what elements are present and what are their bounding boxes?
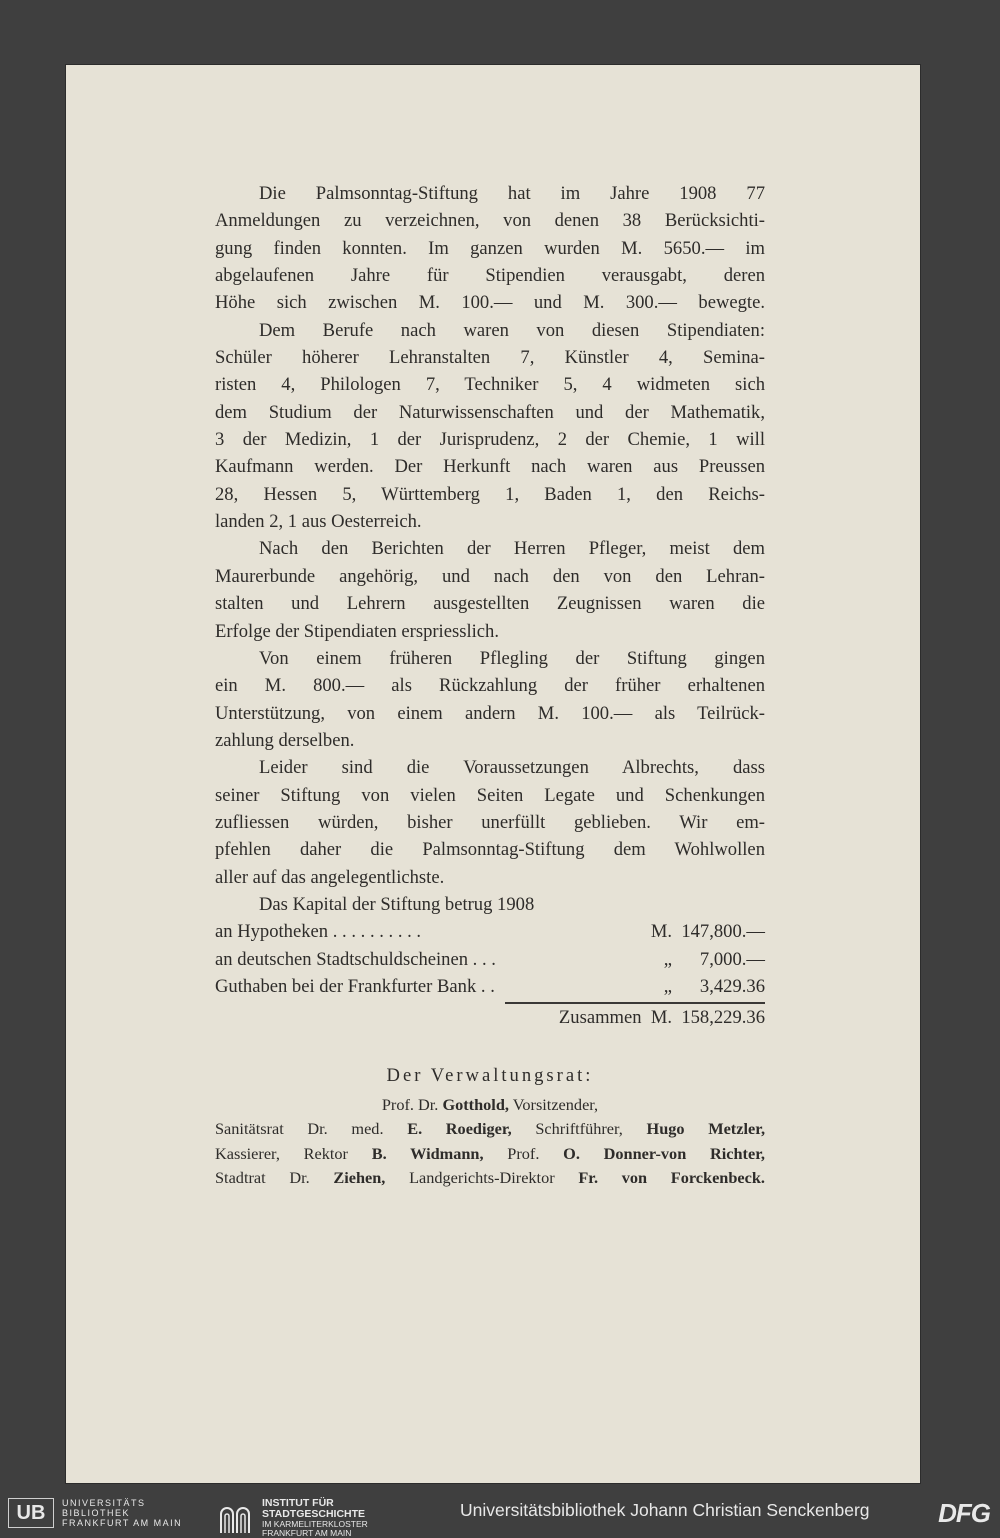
capital-row bbox=[215, 946, 765, 973]
paragraph-5 bbox=[215, 754, 765, 891]
text-line: Die Palmsonntag-Stiftung hat im Jahre 1908 77 bbox=[259, 183, 765, 204]
leader-dots: . . . bbox=[472, 948, 496, 970]
isg-line: INSTITUT FÜR bbox=[262, 1497, 334, 1509]
text-line: Dem Berufe nach waren von diesen Stipendiaten: bbox=[259, 319, 765, 341]
text-line: risten 4, Philologen 7, Techniker 5, 4 widmeten sich bbox=[215, 374, 765, 396]
text-line: Leider sind die Voraussetzungen Albrechts, dass bbox=[259, 757, 765, 779]
text-line: ein M. 800.— als Rückzahlung der früher erhaltenen bbox=[215, 675, 765, 697]
capital-label: Guthaben bei der Frankfurter Bank bbox=[215, 975, 477, 997]
text-line: stalten und Lehrern ausgestellten Zeugnissen waren die bbox=[215, 593, 765, 615]
ub-text bbox=[62, 1498, 182, 1528]
board-text: Prof. Dr. bbox=[381, 1095, 443, 1114]
board-name: Ziehen, bbox=[333, 1168, 386, 1188]
library-name: Universitätsbibliothek Johann Christian Senckenberg bbox=[460, 1500, 870, 1520]
capital-table bbox=[215, 918, 765, 1031]
ub-line: UNIVERSITÄTS bbox=[62, 1498, 146, 1508]
ub-line: FRANKFURT AM MAIN bbox=[62, 1518, 183, 1528]
capital-value: 7,000.— bbox=[699, 948, 765, 970]
text-line: Nach den Berichten der Herren Pfleger, meist dem bbox=[259, 538, 765, 560]
arches-icon bbox=[218, 1502, 254, 1534]
paragraph-2 bbox=[215, 317, 765, 536]
text-line: Kaufmann werden. Der Herkunft nach waren aus Preussen bbox=[215, 456, 765, 478]
total-currency: M. bbox=[650, 1007, 673, 1029]
board-line bbox=[215, 1117, 765, 1141]
capital-currency: M. bbox=[650, 921, 673, 943]
capital-intro bbox=[215, 891, 765, 918]
text-line: Unterstützung, von einem andern M. 100.— als Teilrück- bbox=[215, 702, 765, 724]
text-line: landen 2, 1 aus Oesterreich. bbox=[215, 511, 422, 533]
dfg-logo[interactable]: DFG bbox=[938, 1498, 990, 1528]
board-name: Fr. von Forckenbeck. bbox=[578, 1168, 765, 1188]
text-line: Höhe sich zwischen M. 100.— und M. 300.— bewegte. bbox=[215, 292, 765, 314]
capital-currency: „ bbox=[663, 948, 673, 970]
board-text: Sanitätsrat Dr. med. bbox=[215, 1119, 408, 1139]
board-text: Schriftführer, bbox=[511, 1119, 647, 1139]
text-line: pfehlen daher die Palmsonntag-Stiftung dem Wohlwollen bbox=[215, 839, 765, 861]
text-line: Erfolge der Stipendiaten erspriesslich. bbox=[215, 620, 499, 642]
page-text bbox=[215, 180, 765, 1191]
text-line: Maurerbunde angehörig, und nach den von den Lehran- bbox=[215, 565, 765, 587]
text-line: zufliessen würden, bisher unerfüllt geblieben. Wir em- bbox=[215, 811, 765, 833]
capital-row bbox=[215, 918, 765, 945]
total-value: 158,229.36 bbox=[681, 1007, 765, 1029]
text-line: seiner Stiftung von vielen Seiten Legate und Schenkungen bbox=[215, 784, 765, 806]
text-line: 3 der Medizin, 1 der Jurisprudenz, 2 der Chemie, 1 will bbox=[215, 429, 765, 451]
paragraph-4 bbox=[215, 645, 765, 754]
board-name: Hugo Metzler, bbox=[646, 1119, 766, 1139]
board-line bbox=[215, 1166, 765, 1190]
isg-text bbox=[262, 1498, 368, 1538]
board-name: O. Donner-von Richter, bbox=[563, 1143, 766, 1163]
ub-line: BIBLIOTHEK bbox=[62, 1508, 131, 1518]
isg-logo[interactable] bbox=[218, 1498, 368, 1538]
board-name: B. Widmann, bbox=[371, 1143, 484, 1163]
text-line: gung finden konnten. Im ganzen wurden M. 5650.— im bbox=[215, 237, 765, 259]
capital-label: an Hypotheken bbox=[215, 921, 329, 943]
text-line: dem Studium der Naturwissenschaften und der Mathematik, bbox=[215, 401, 765, 423]
ub-logo[interactable] bbox=[8, 1498, 182, 1528]
total-row bbox=[215, 1004, 765, 1031]
capital-label: an deutschen Stadtschuldscheinen bbox=[215, 948, 469, 970]
text-line: 28, Hessen 5, Württemberg 1, Baden 1, den Reichs- bbox=[215, 483, 765, 505]
board-text: Prof. bbox=[483, 1143, 564, 1163]
paragraph-1 bbox=[215, 180, 765, 317]
scanned-page bbox=[65, 64, 921, 1484]
capital-value: 147,800.— bbox=[681, 921, 765, 943]
capital-value: 3,429.36 bbox=[699, 975, 765, 997]
text-line: abgelaufenen Jahre für Stipendien verausgabt, deren bbox=[215, 265, 765, 287]
board-text: Landgerichts-Direktor bbox=[385, 1168, 579, 1188]
leader-dots: . . bbox=[480, 975, 495, 997]
board-name: E. Roediger, bbox=[407, 1119, 512, 1139]
board-line bbox=[215, 1142, 765, 1166]
capital-row bbox=[215, 973, 765, 1000]
text-line: aller auf das angelegentlichste. bbox=[215, 866, 445, 888]
ub-mark: UB bbox=[8, 1498, 54, 1528]
capital-currency: „ bbox=[663, 975, 673, 997]
text-line: Von einem früheren Pflegling der Stiftung gingen bbox=[259, 647, 765, 669]
text-line: Anmeldungen zu verzeichnen, von denen 38 Berücksichti- bbox=[215, 210, 765, 232]
board-text: Kassierer, Rektor bbox=[215, 1143, 372, 1163]
board-name: Gotthold, bbox=[442, 1095, 509, 1114]
text-line: Das Kapital der Stiftung betrug 1908 bbox=[259, 893, 535, 915]
board-title: Der Verwaltungsrat: bbox=[386, 1064, 594, 1086]
paragraph-3 bbox=[215, 535, 765, 644]
text-line: Schüler höherer Lehranstalten 7, Künstler 4, Semina- bbox=[215, 347, 765, 369]
board-line bbox=[215, 1093, 765, 1117]
board-text: Stadtrat Dr. bbox=[215, 1168, 334, 1188]
leader-dots: . . . . . . . . . . bbox=[332, 921, 422, 943]
isg-line: FRANKFURT AM MAIN bbox=[262, 1528, 352, 1538]
isg-line: IM KARMELITERKLOSTER bbox=[262, 1519, 368, 1529]
board-members bbox=[215, 1093, 765, 1191]
board-text: Vorsitzender, bbox=[508, 1095, 599, 1114]
isg-line: STADTGESCHICHTE bbox=[262, 1508, 366, 1520]
footer-bar bbox=[0, 1490, 1000, 1538]
text-line: zahlung derselben. bbox=[215, 729, 355, 751]
total-label: Zusammen bbox=[558, 1007, 642, 1029]
